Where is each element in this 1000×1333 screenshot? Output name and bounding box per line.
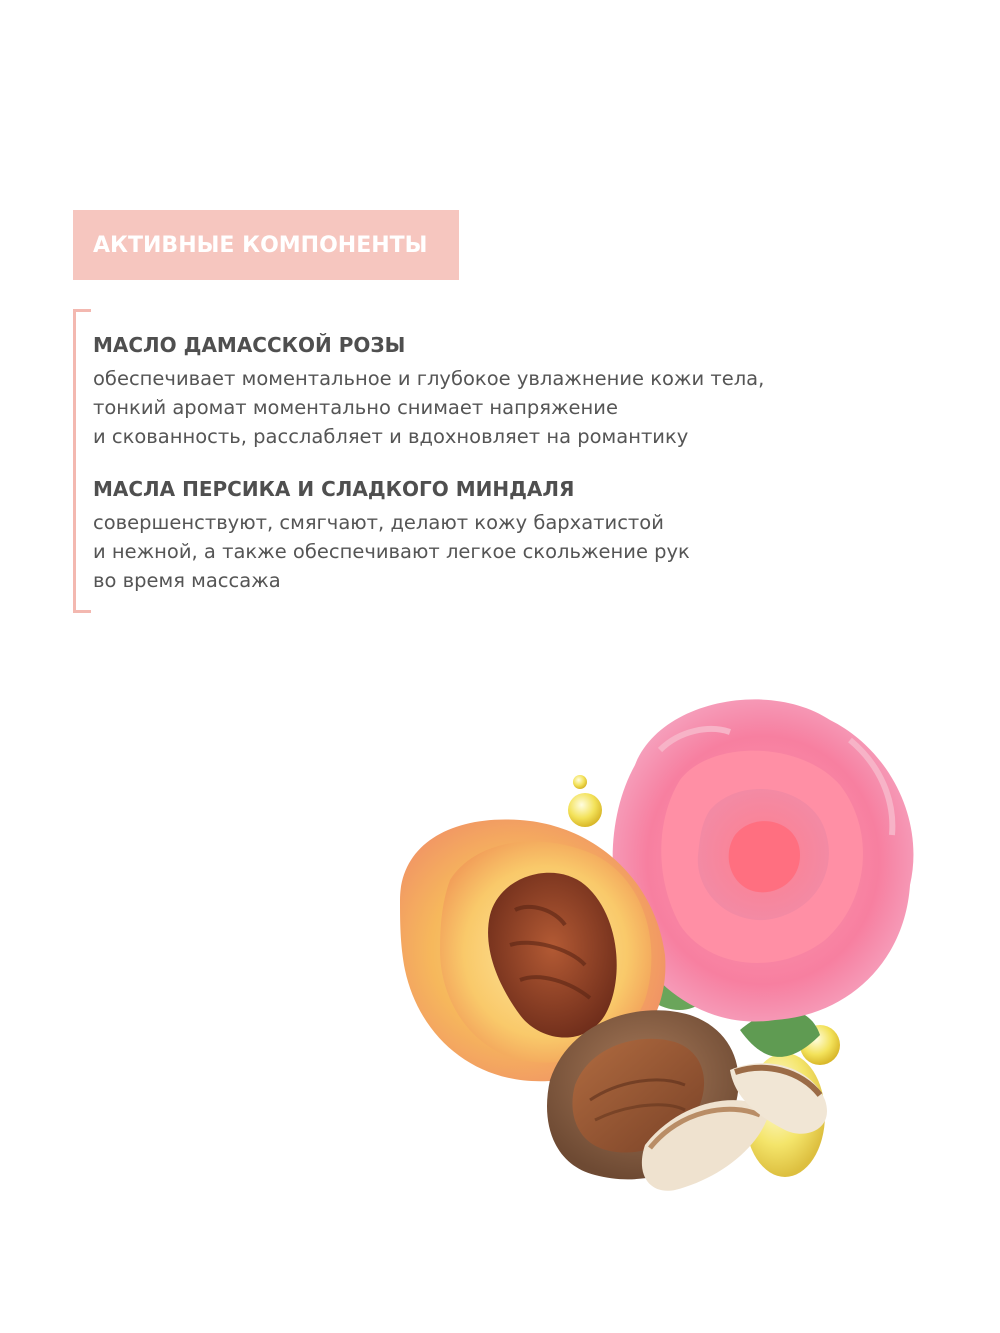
- description-line: и нежной, а также обеспечивают легкое скольжение рук: [93, 540, 690, 563]
- content-bracket: [73, 309, 91, 613]
- ingredient-description: [93, 508, 923, 595]
- section-title: АКТИВНЫЕ КОМПОНЕНТЫ: [93, 232, 428, 258]
- oil-drop: [573, 775, 587, 789]
- description-line: тонкий аромат моментально снимает напряжение: [93, 396, 618, 419]
- ingredients-list: [93, 330, 923, 595]
- ingredient-title: МАСЛО ДАМАССКОЙ РОЗЫ: [93, 333, 406, 357]
- oil-drop: [568, 793, 602, 827]
- section-header-banner: [73, 210, 459, 280]
- description-line: совершенствуют, смягчают, делают кожу бархатистой: [93, 511, 664, 534]
- ingredient-description: [93, 364, 923, 451]
- description-line: обеспечивает моментальное и глубокое увлажнение кожи тела,: [93, 367, 765, 390]
- ingredients-illustration: [380, 670, 940, 1230]
- description-line: и скованность, расслабляет и вдохновляет на романтику: [93, 425, 689, 448]
- description-line: во время массажа: [93, 569, 281, 592]
- ingredient-peach-almond: [93, 474, 923, 595]
- ingredient-title: МАСЛА ПЕРСИКА И СЛАДКОГО МИНДАЛЯ: [93, 477, 575, 501]
- ingredient-rose: [93, 330, 923, 451]
